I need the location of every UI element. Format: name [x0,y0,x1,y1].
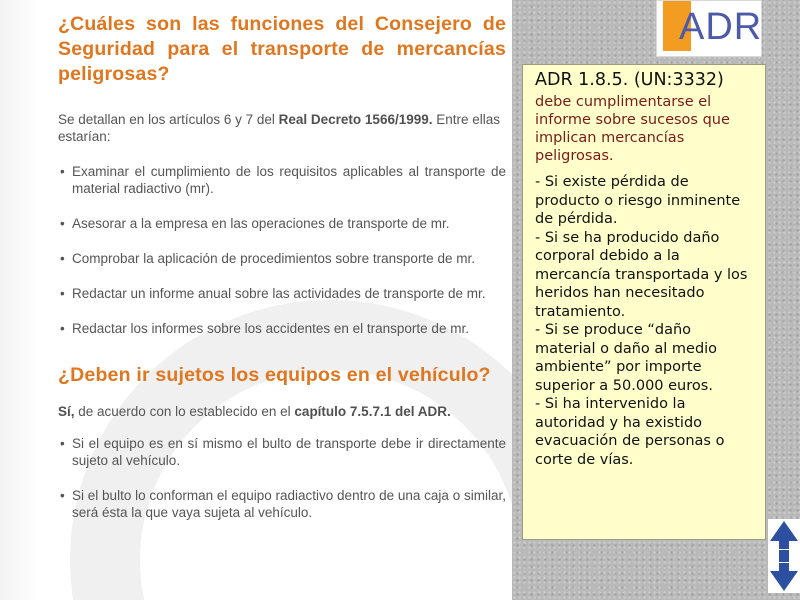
arrows-graphic [768,519,800,593]
adr-logo [656,0,762,57]
intro-decree: Real Decreto 1566/1999. [278,112,433,127]
list-item: • Redactar un informe anual sobre las actividades de transporte de mr. [58,285,506,302]
list-item: • Si el equipo es en sí mismo el bulto de transporte debe ir directamente sujeto al vehículo. [58,435,506,469]
answer-line [58,403,506,420]
up-down-arrows-icon[interactable] [768,519,800,593]
intro-paragraph [58,111,506,145]
list-item: - Si ha intervenido la autoridad y ha existido evacuación de personas o corte de vías. [535,396,725,468]
heading-equipment: ¿Deben ir sujetos los equipos en el vehículo? [58,364,491,386]
intro-pre: Se detallan en los artículos 6 y 7 del [58,112,279,127]
list-item: - Si se produce “daño material o daño al medio ambiente” por importe superior a 50.000 euros. [535,322,718,394]
info-list [535,173,755,469]
logo-text: ADR [679,6,763,48]
list-item: • Si el bulto lo conforman el equipo radiactivo dentro de una caja o similar, será ésta la que vaya sujeta al vehículo. [58,487,506,521]
answer-yes: Sí, [58,404,75,419]
answer-reference: capítulo 7.5.7.1 del ADR. [294,404,451,419]
list-item: • Redactar los informes sobre los accidentes en el transporte de mr. [58,320,506,337]
heading-functions: ¿Cuáles son las funciones del Consejero de Seguridad para el transporte de mercancías peligrosas? [58,13,506,85]
list-item: • Examinar el cumplimiento de los requisitos aplicables al transporte de material radiactivo (mr). [58,163,506,197]
list-item: • Asesorar a la empresa en las operaciones de transporte de mr. [58,215,506,232]
answer-mid: de acuerdo con lo establecido en el [74,404,295,419]
intro-post: Entre ellas estarían: [58,112,501,144]
list-item: - Si se ha producido daño corporal debido a la mercancía transportada y los heridos han necesitado tratamiento. [535,229,748,320]
functions-list [58,163,506,337]
equipment-list [58,435,506,521]
document-content [58,12,506,539]
info-box [522,64,766,540]
info-title: ADR 1.8.5. (UN:3332) [535,70,724,90]
list-item: - Si existe pérdida de producto o riesgo inminente de pérdida. [535,174,741,227]
list-item: • Comprobar la aplicación de procedimientos sobre transporte de mr. [58,250,506,267]
info-lead: debe cumplimentarse el informe sobre sucesos que implican mercancías peligrosas. [535,94,730,164]
